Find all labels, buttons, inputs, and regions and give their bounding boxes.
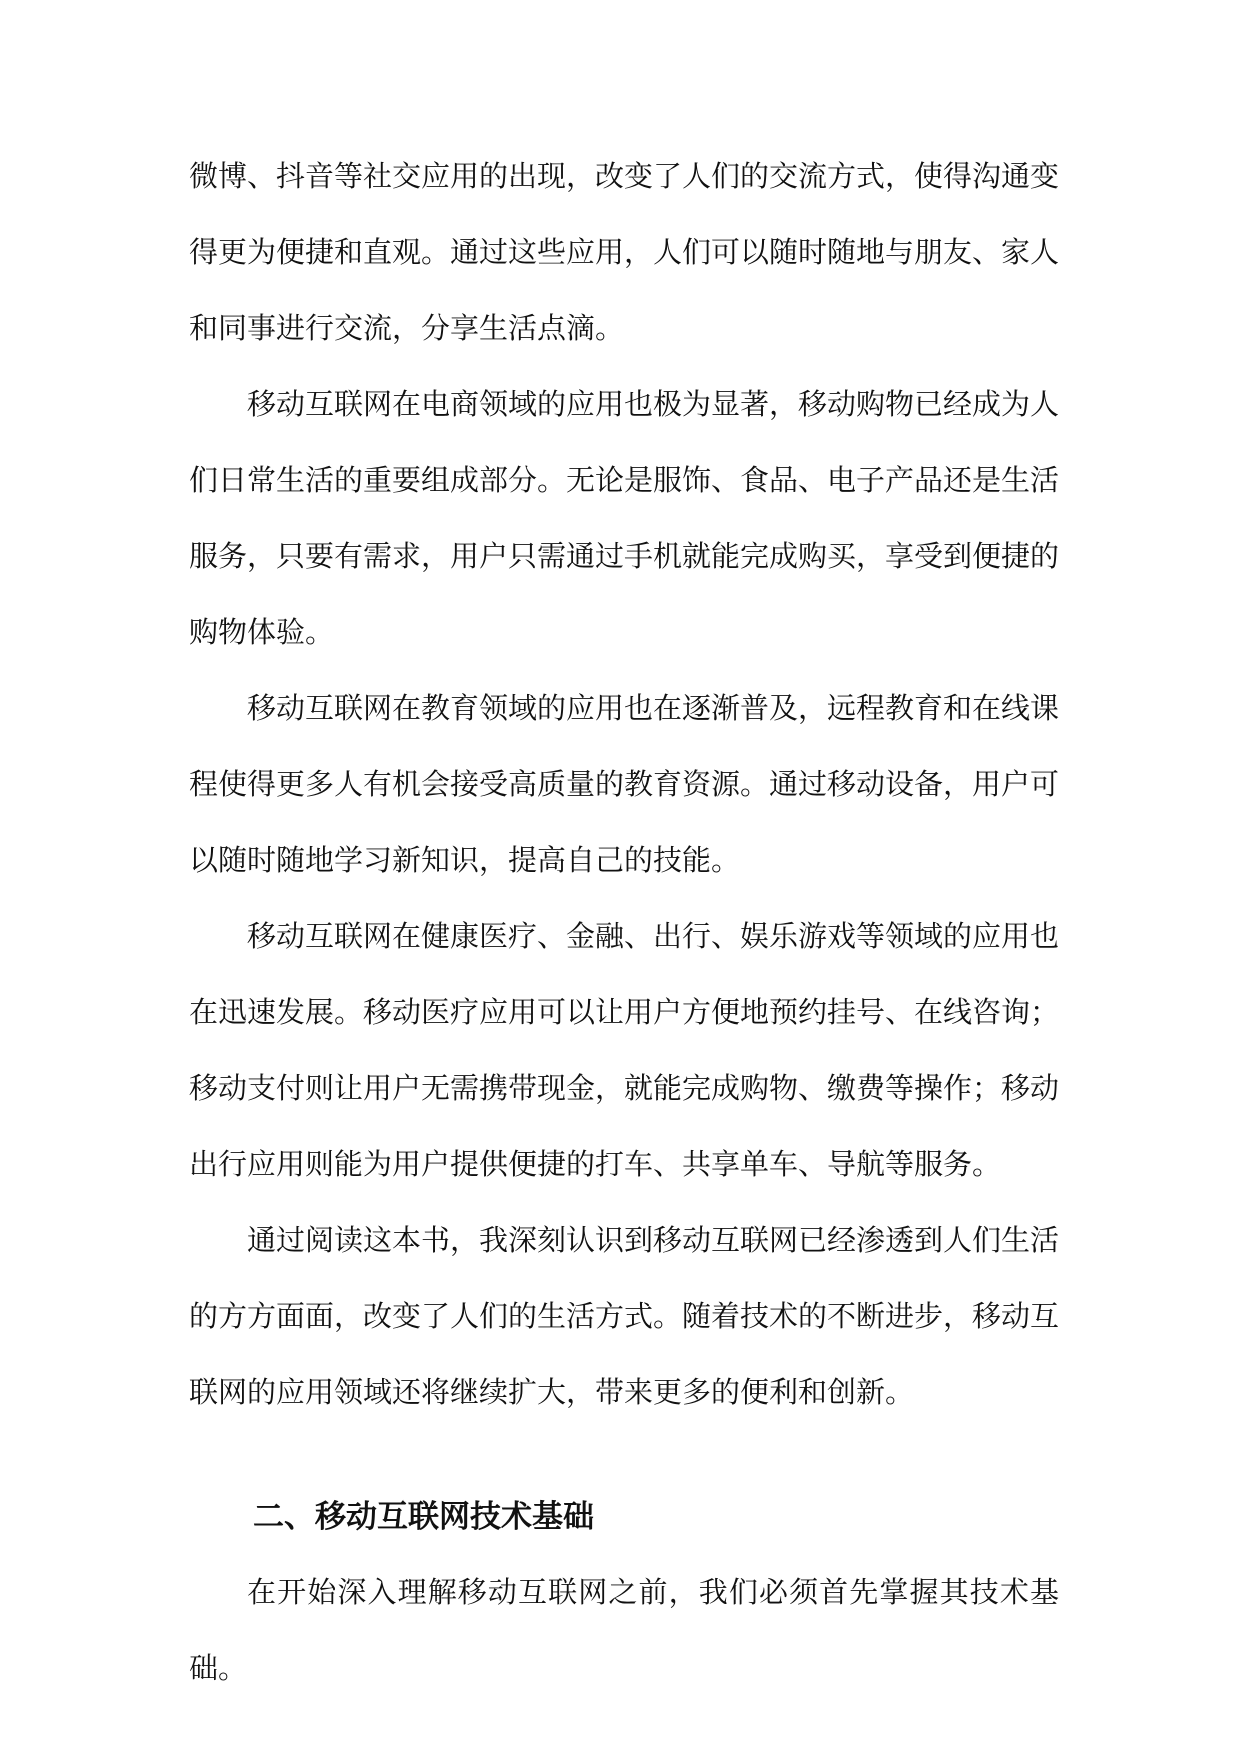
document-page <box>189 138 1059 1706</box>
paragraph-education: 移动互联网在教育领域的应用也在逐渐普及，远程教育和在线课程使得更多人有机会接受高质量的教育资源。通过移动设备，用户可以随时随地学习新知识，提高自己的技能。 <box>189 691 1060 877</box>
paragraph-health-finance-travel: 移动互联网在健康医疗、金融、出行、娱乐游戏等领域的应用也在迅速发展。移动医疗应用可以让用户方便地预约挂号、在线咨询；移动支付则让用户无需携带现金，就能完成购物、缴费等操作；移动出行应用则能为用户提供便捷的打车、共享单车、导航等服务。 <box>189 919 1060 1181</box>
paragraph-tech-intro: 在开始深入理解移动互联网之前，我们必须首先掌握其技术基础。 <box>189 1575 1059 1685</box>
paragraph-social-apps: 微博、抖音等社交应用的出现，改变了人们的交流方式，使得沟通变得更为便捷和直观。通过这些应用，人们可以随时随地与朋友、家人和同事进行交流，分享生活点滴。 <box>189 159 1060 345</box>
section-heading: 二、移动互联网技术基础 <box>253 1499 594 1535</box>
paragraph-ecommerce: 移动互联网在电商领域的应用也极为显著，移动购物已经成为人们日常生活的重要组成部分。无论是服饰、食品、电子产品还是生活服务，只要有需求，用户只需通过手机就能完成购买，享受到便捷的购物体验。 <box>189 387 1060 649</box>
paragraph-reading-reflection: 通过阅读这本书，我深刻认识到移动互联网已经渗透到人们生活的方方面面，改变了人们的生活方式。随着技术的不断进步，移动互联网的应用领域还将继续扩大，带来更多的便利和创新。 <box>189 1223 1060 1409</box>
